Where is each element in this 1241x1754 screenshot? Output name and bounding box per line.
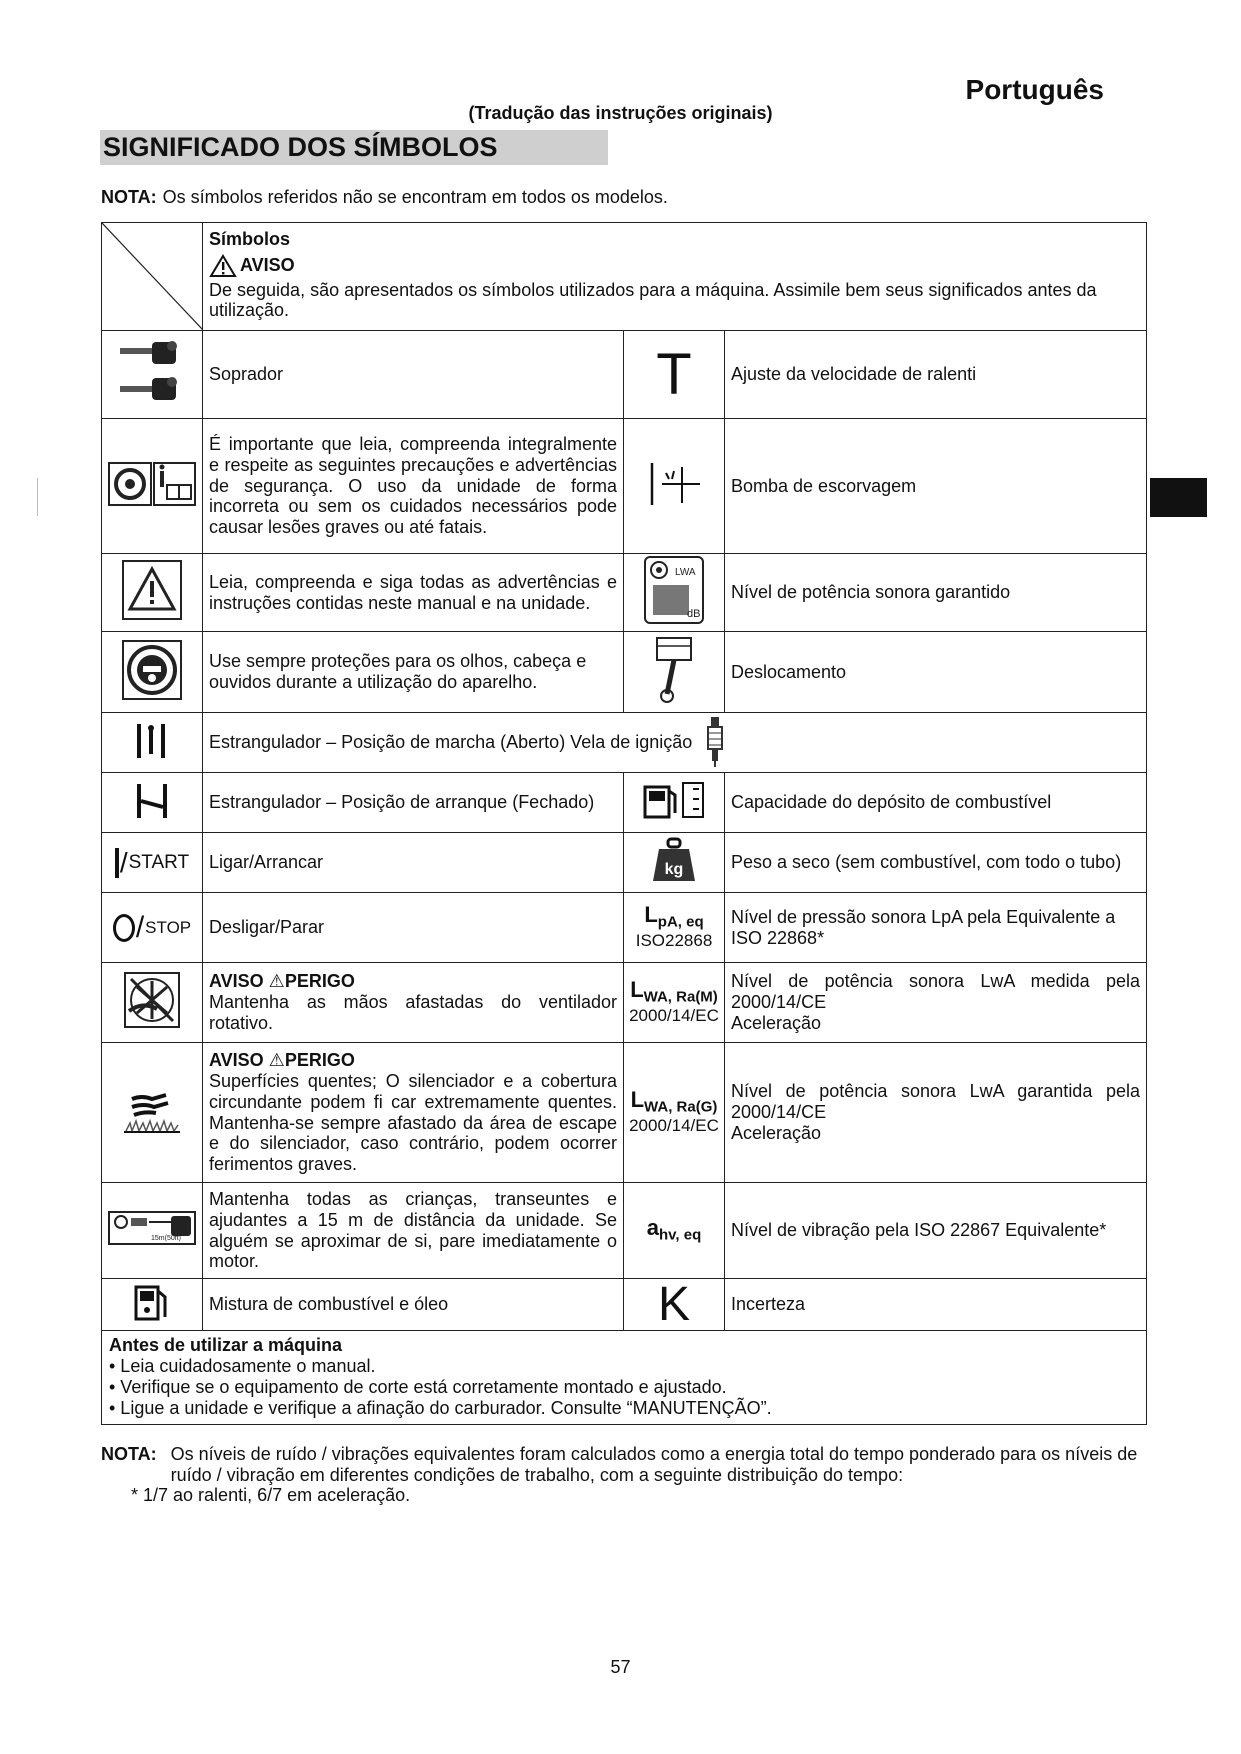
fuel-mix-label: Mistura de combustível e óleo (203, 1279, 624, 1331)
displacement-label: Deslocamento (725, 632, 1147, 713)
blower-icon (112, 334, 192, 410)
lwa-guaranteed-cell (725, 1043, 1147, 1183)
safety-text: É importante que leia, compreenda integralmente e respeite as seguintes precauções e advertências de segurança. O uso da unidade de forma incorreta ou sem os cuidados necessários pode causar lesões graves ou até fatais. (203, 419, 624, 554)
before-use-title: Antes de utilizar a máquina (109, 1335, 343, 1355)
symbols-heading: Símbolos (209, 229, 291, 249)
choke-open-label-cell (203, 713, 1147, 773)
bottom-note-text: Os níveis de ruído / vibrações equivalentes foram calculados como a energia total do tempo ponderado para os níveis de ruído / vibração em diferentes condições de trabalho, com a seguinte distribuição do tempo: (170, 1444, 1138, 1485)
hot-surface-icon (122, 1085, 182, 1135)
note-label: NOTA: (101, 187, 157, 207)
uncertainty-symbol-cell (624, 1279, 725, 1331)
stop-symbol-cell (102, 893, 203, 963)
weight-kg-icon (651, 837, 697, 883)
header-description: De seguida, são apresentados os símbolos utilizados para a máquina. Assimile bem seus significados antes da utilização. (209, 279, 1097, 321)
fan-warning-cell (203, 963, 624, 1043)
table-header-row (102, 223, 1147, 331)
language-label: Português (965, 74, 1104, 105)
displacement-symbol-cell (624, 632, 725, 713)
spark-plug-icon (700, 717, 730, 769)
top-note (101, 187, 668, 208)
fan-warning-text: Mantenha as mãos afastadas do ventilador rotativo. (209, 992, 617, 1033)
sound-power-symbol-cell (624, 554, 725, 632)
before-use-item: • Leia cuidadosamente o manual. (109, 1356, 376, 1377)
distance-text: Mantenha todas as crianças, transeuntes e ajudantes a 15 m de distância da unidade. Se alguém se aproximar de si, pare imediatamente o motor. (203, 1183, 624, 1279)
lwa-measured-standard: 2000/14/EC (629, 1006, 719, 1026)
table-row (102, 833, 1147, 893)
manual-warning-icon-cell (102, 554, 203, 632)
before-use-cell (102, 1331, 1147, 1425)
primer-bulb-icon (644, 459, 704, 509)
k-letter-icon: K (657, 1277, 690, 1331)
symbols-table (101, 222, 1147, 1425)
fan-warning-heading: AVISO ⚠PERIGO (209, 971, 355, 992)
aviso-heading: AVISO (209, 254, 1140, 278)
start-symbol-cell (102, 833, 203, 893)
ppe-text: Use sempre proteções para os olhos, cabeça e ouvidos durante a utilização do aparelho. (203, 632, 624, 713)
blower-label: Soprador (203, 331, 624, 419)
fuel-mix-icon-cell (102, 1279, 203, 1331)
t-letter-icon: T (656, 341, 692, 407)
weight-label: Peso a seco (sem combustível, com todo o tubo) (725, 833, 1147, 893)
hot-surface-icon-cell (102, 1043, 203, 1183)
primer-symbol-cell (624, 419, 725, 554)
fuel-capacity-symbol-cell (624, 773, 725, 833)
translation-subtitle: (Tradução das instruções originais) (468, 103, 773, 123)
distance-icon-cell (102, 1183, 203, 1279)
lwa-measured-label: Nível de potência sonora LwA medida pela 2000/14/CE (731, 971, 1140, 1013)
protection-gear-icon (121, 639, 183, 701)
fuel-capacity-label: Capacidade do depósito de combustível (725, 773, 1147, 833)
table-row (102, 773, 1147, 833)
idle-label: Ajuste da velocidade de ralenti (725, 331, 1147, 419)
lwa-measured-symbol-cell (624, 963, 725, 1043)
table-row (102, 893, 1147, 963)
lwa-guaranteed-symbol: $L_{WA, Ra(G)}$ (630, 1087, 718, 1116)
lpa-symbol-cell (624, 893, 725, 963)
side-tab-marker (1150, 478, 1207, 517)
choke-open-icon-cell (102, 713, 203, 773)
bottom-note (101, 1444, 1151, 1506)
note-text: Os símbolos referidos não se encontram em todos os modelos. (162, 187, 668, 207)
safety-icon-cell (102, 419, 203, 554)
table-row (102, 1279, 1147, 1331)
table-header-cell (203, 223, 1147, 331)
ppe-icon-cell (102, 632, 203, 713)
keep-distance-icon (107, 1208, 197, 1248)
lwa-measured-cell (725, 963, 1147, 1043)
before-use-item: • Ligue a unidade e verifique a afinação do carburador. Consulte “MANUTENÇÃO”. (109, 1398, 772, 1419)
stop-icon: / STOP (102, 913, 202, 943)
fuel-tank-capacity-icon (641, 779, 707, 821)
hot-surface-heading: AVISO ⚠PERIGO (209, 1050, 355, 1071)
primer-label: Bomba de escorvagem (725, 419, 1147, 554)
vibration-label: Nível de vibração pela ISO 22867 Equivalente* (725, 1183, 1147, 1279)
table-row (102, 554, 1147, 632)
hot-surface-cell (203, 1043, 624, 1183)
lwa-guaranteed-standard: 2000/14/EC (629, 1116, 719, 1136)
fan-icon-cell (102, 963, 203, 1043)
margin-mark (37, 478, 38, 516)
lwa-guaranteed-acceleration: Aceleração (731, 1122, 822, 1143)
lwa-measured-symbol: $L_{WA, Ra(M)}$ (630, 977, 718, 1006)
svg-text:LWA: LWA (675, 567, 696, 579)
table-row (102, 1043, 1147, 1183)
warning-triangle-icon (209, 254, 237, 278)
uncertainty-label: Incerteza (725, 1279, 1147, 1331)
lwa-guaranteed-symbol-cell (624, 1043, 725, 1183)
idle-symbol-cell (624, 331, 725, 419)
vibration-symbol-cell (624, 1183, 725, 1279)
bottom-footnote: * 1/7 ao ralenti, 6/7 em aceleração. (131, 1485, 411, 1506)
choke-closed-icon (127, 780, 177, 820)
bottom-note-label: NOTA: (101, 1444, 157, 1464)
table-row (102, 963, 1147, 1043)
lwa-guaranteed-label: Nível de potência sonora LwA garantida pela 2000/14/CE (731, 1081, 1140, 1123)
choke-open-icon (127, 720, 177, 760)
table-row (102, 632, 1147, 713)
lpa-standard: ISO22868 (635, 931, 713, 951)
svg-text:dB: dB (687, 608, 701, 621)
stop-label: Desligar/Parar (203, 893, 624, 963)
start-icon: / START (102, 848, 202, 878)
diagonal-cell (102, 223, 203, 331)
lwa-measured-acceleration: Aceleração (731, 1012, 822, 1033)
warning-manual-icon (121, 559, 183, 621)
lpa-symbol: $L_{pA, eq}$ (644, 902, 704, 931)
rotating-fan-icon (123, 971, 181, 1029)
table-row (102, 1183, 1147, 1279)
sound-power-label: Nível de potência sonora garantido (725, 554, 1147, 632)
table-row (102, 419, 1147, 554)
lpa-label: Nível de pressão sonora LpA pela Equivalente a ISO 22868* (725, 893, 1147, 963)
weight-symbol-cell (624, 833, 725, 893)
svg-text:kg: kg (664, 861, 684, 879)
choke-closed-icon-cell (102, 773, 203, 833)
table-row (102, 713, 1147, 773)
piston-icon (649, 634, 699, 706)
before-use-item: • Verifique se o equipamento de corte está corretamente montado e ajustado. (109, 1377, 727, 1398)
blower-icon-cell (102, 331, 203, 419)
svg-text:15m(50ft): 15m(50ft) (151, 1235, 181, 1243)
fuel-oil-mix-icon (132, 1281, 172, 1323)
section-title: SIGNIFICADO DOS SÍMBOLOS (100, 130, 608, 165)
read-manual-icon (107, 459, 197, 509)
before-use-row (102, 1331, 1147, 1425)
choke-closed-label: Estrangulador – Posição de arranque (Fechado) (203, 773, 624, 833)
hot-surface-text: Superfícies quentes; O silenciador e a cobertura circundante podem fi car extremamente quentes. Mantenha-se sempre afastado da área de escape e do silenciador, caso contrário, podem ocorrer ferimentos graves. (209, 1071, 617, 1174)
page-number: 57 (610, 1657, 631, 1677)
choke-open-label: Estrangulador – Posição de marcha (Aberto) Vela de ignição (209, 732, 693, 753)
table-row (102, 331, 1147, 419)
vibration-symbol: $a_{hv, eq}$ (646, 1215, 702, 1244)
read-manual-text: Leia, compreenda e siga todas as advertências e instruções contidas neste manual e na unidade. (203, 554, 624, 632)
sound-power-icon (643, 555, 705, 625)
start-label: Ligar/Arrancar (203, 833, 624, 893)
